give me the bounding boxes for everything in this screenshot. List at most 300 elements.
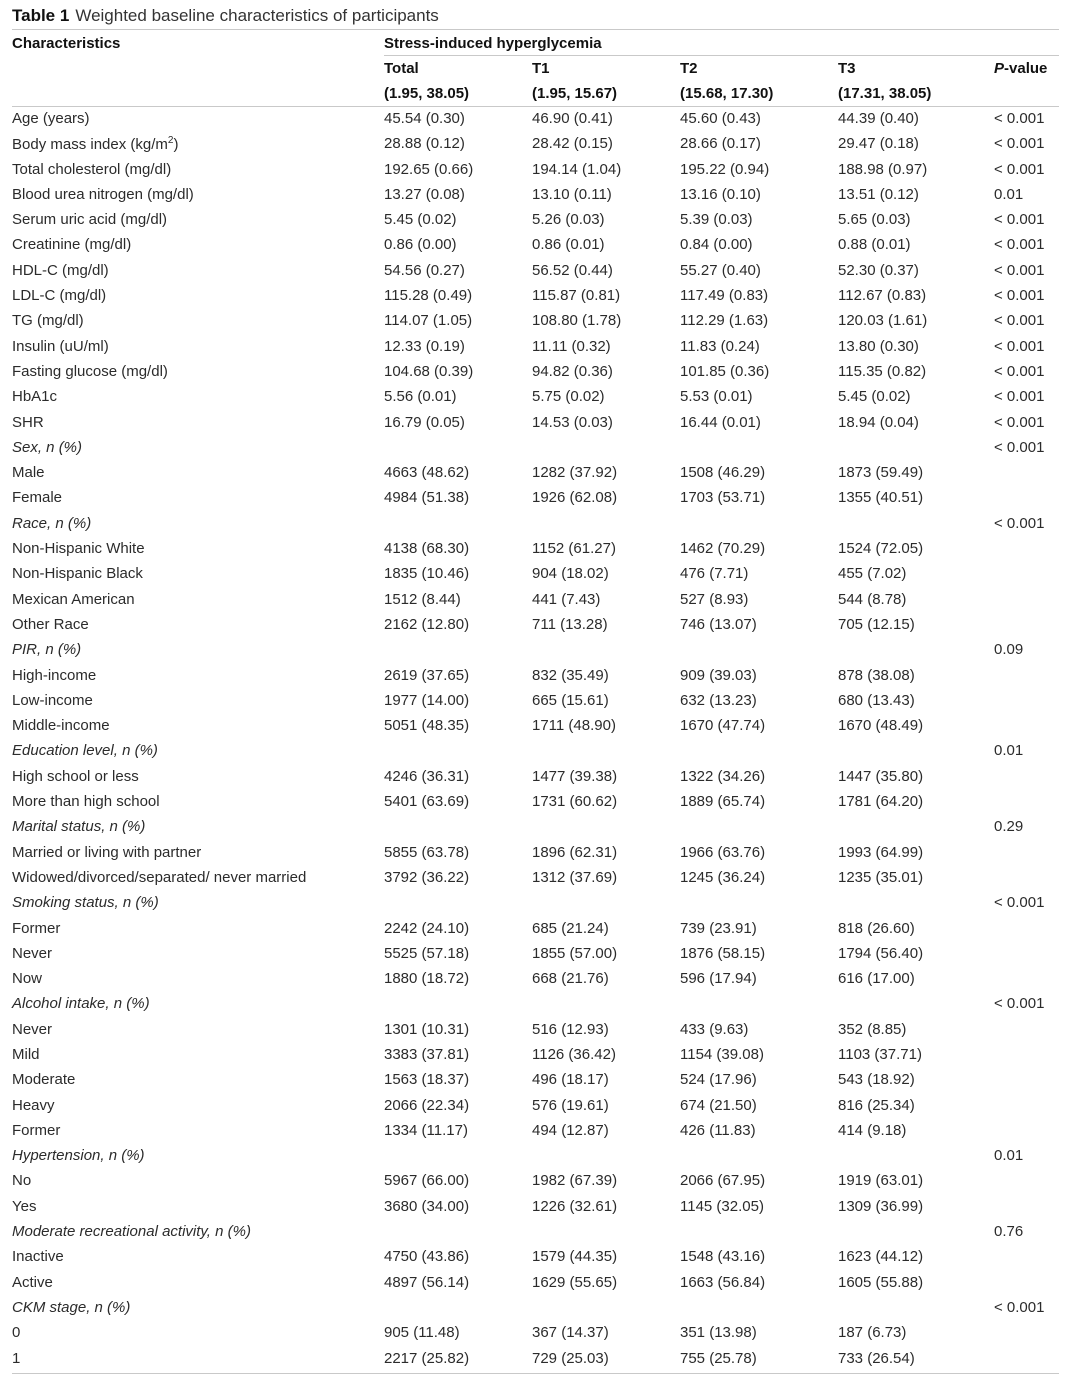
table-row <box>0 1195 1080 1220</box>
t3-cell: 0.88 (0.01) <box>838 236 911 254</box>
table-row <box>0 714 1080 739</box>
t1-cell: 1579 (44.35) <box>532 1248 618 1266</box>
section-row <box>0 638 1080 663</box>
row-label: Insulin (uU/ml) <box>12 337 109 355</box>
t3-cell: 1355 (40.51) <box>838 489 924 507</box>
t2-cell: 1154 (39.08) <box>680 1045 764 1063</box>
total-cell: 3680 (34.00) <box>384 1197 470 1215</box>
top-rule <box>12 29 1059 30</box>
row-label: Heavy <box>12 1096 55 1114</box>
t2-cell: 13.16 (0.10) <box>680 185 761 203</box>
t1-cell: 46.90 (0.41) <box>532 110 613 127</box>
table-row <box>0 360 1080 385</box>
t1-cell: 1312 (37.69) <box>532 868 618 886</box>
table-row <box>0 411 1080 436</box>
section-row <box>0 992 1080 1017</box>
t2-cell: 1670 (47.74) <box>680 717 766 735</box>
table-row <box>0 335 1080 360</box>
t2-cell: 2066 (67.95) <box>680 1172 766 1190</box>
table-row <box>0 917 1080 942</box>
t2-cell: 426 (11.83) <box>680 1121 756 1139</box>
header-range-t2: (15.68, 17.30) <box>680 85 774 102</box>
p-value-cell: < 0.001 <box>994 312 1045 330</box>
table-row <box>0 107 1080 132</box>
p-value-cell: 0.01 <box>994 185 1024 203</box>
p-value-cell: < 0.001 <box>994 236 1045 254</box>
t2-cell: 524 (17.96) <box>680 1071 757 1089</box>
table-row <box>0 942 1080 967</box>
row-label: HbA1c <box>12 388 58 406</box>
row-label: Inactive <box>12 1248 64 1266</box>
t1-cell: 516 (12.93) <box>532 1020 609 1038</box>
row-label: Sex, n (%) <box>12 438 83 456</box>
t2-cell: 739 (23.91) <box>680 919 757 937</box>
table-number: Table 1 <box>12 6 70 25</box>
t1-cell: 832 (35.49) <box>532 666 609 684</box>
row-label: TG (mg/dl) <box>12 312 84 330</box>
total-cell: 4897 (56.14) <box>384 1273 470 1291</box>
row-label: Active <box>12 1273 53 1291</box>
t2-cell: 909 (39.03) <box>680 666 757 684</box>
table-row <box>0 537 1080 562</box>
header-range-t1: (1.95, 15.67) <box>532 85 618 102</box>
t2-cell: 28.66 (0.17) <box>680 135 761 153</box>
table-row <box>0 461 1080 486</box>
t2-cell: 1245 (36.24) <box>680 868 766 886</box>
table-row <box>0 765 1080 790</box>
t3-cell: 705 (12.15) <box>838 615 915 633</box>
total-cell: 1512 (8.44) <box>384 590 461 608</box>
t1-cell: 108.80 (1.78) <box>532 312 622 330</box>
total-cell: 4138 (68.30) <box>384 540 470 558</box>
row-label: Moderate <box>12 1071 76 1089</box>
header-col-total: Total <box>384 60 419 77</box>
t1-cell: 1926 (62.08) <box>532 489 618 507</box>
t3-cell: 188.98 (0.97) <box>838 160 928 178</box>
t3-cell: 616 (17.00) <box>838 970 915 988</box>
total-cell: 5401 (63.69) <box>384 793 470 811</box>
t2-cell: 1548 (43.16) <box>680 1248 766 1266</box>
t3-cell: 1873 (59.49) <box>838 464 924 482</box>
total-cell: 4246 (36.31) <box>384 767 470 785</box>
t3-cell: 112.67 (0.83) <box>838 287 927 305</box>
row-label: Mexican American <box>12 590 135 608</box>
t2-cell: 1322 (34.26) <box>680 767 766 785</box>
t1-cell: 711 (13.28) <box>532 615 608 633</box>
p-value-cell: 0.09 <box>994 641 1024 659</box>
t1-cell: 115.87 (0.81) <box>532 287 621 305</box>
t1-cell: 441 (7.43) <box>532 590 601 608</box>
p-value-cell: < 0.001 <box>994 261 1045 279</box>
row-label: Non-Hispanic Black <box>12 565 143 583</box>
table-row <box>0 259 1080 284</box>
section-row <box>0 1220 1080 1245</box>
t3-cell: 733 (26.54) <box>838 1349 915 1367</box>
row-label: Moderate recreational activity, n (%) <box>12 1223 251 1241</box>
t2-cell: 195.22 (0.94) <box>680 160 770 178</box>
p-value-cell: < 0.001 <box>994 287 1045 305</box>
total-cell: 114.07 (1.05) <box>384 312 473 330</box>
table-row <box>0 866 1080 891</box>
t2-cell: 351 (13.98) <box>680 1324 757 1342</box>
t3-cell: 120.03 (1.61) <box>838 312 928 330</box>
row-label: Middle-income <box>12 717 110 735</box>
row-label: High-income <box>12 666 97 684</box>
row-label: Yes <box>12 1197 37 1215</box>
total-cell: 54.56 (0.27) <box>384 261 465 279</box>
row-label: Male <box>12 464 45 482</box>
row-label: Marital status, n (%) <box>12 818 146 836</box>
header-range-t3: (17.31, 38.05) <box>838 85 932 102</box>
p-value-cell: < 0.001 <box>994 894 1045 912</box>
t2-cell: 596 (17.94) <box>680 970 757 988</box>
t3-cell: 455 (7.02) <box>838 565 907 583</box>
row-label: Widowed/divorced/separated/ never married <box>12 868 307 886</box>
total-cell: 104.68 (0.39) <box>384 362 474 380</box>
p-italic: P <box>994 60 1005 77</box>
total-cell: 5855 (63.78) <box>384 843 470 861</box>
t3-cell: 13.80 (0.30) <box>838 337 919 355</box>
table-row <box>0 1347 1080 1372</box>
table-row <box>0 1169 1080 1194</box>
table-row <box>0 790 1080 815</box>
t1-cell: 5.75 (0.02) <box>532 388 605 406</box>
bottom-rule <box>12 1373 1059 1374</box>
header-group: Stress-induced hyperglycemia <box>384 35 602 52</box>
table-caption <box>12 6 439 26</box>
p-value-cell: < 0.001 <box>994 110 1045 127</box>
t2-cell: 674 (21.50) <box>680 1096 757 1114</box>
p-value-cell: < 0.001 <box>994 160 1045 178</box>
table-row <box>0 158 1080 183</box>
t1-cell: 14.53 (0.03) <box>532 413 613 431</box>
t2-cell: 1663 (56.84) <box>680 1273 766 1291</box>
total-cell: 16.79 (0.05) <box>384 413 465 431</box>
header-col-t2: T2 <box>680 60 698 77</box>
t3-cell: 44.39 (0.40) <box>838 110 919 127</box>
row-label: Serum uric acid (mg/dl) <box>12 211 168 229</box>
table-body <box>0 107 1080 1372</box>
t1-cell: 576 (19.61) <box>532 1096 609 1114</box>
total-cell: 3792 (36.22) <box>384 868 470 886</box>
t3-cell: 1794 (56.40) <box>838 944 924 962</box>
p-value-cell: < 0.001 <box>994 135 1045 153</box>
t1-cell: 668 (21.76) <box>532 970 609 988</box>
table-row <box>0 385 1080 410</box>
total-cell: 13.27 (0.08) <box>384 185 465 203</box>
row-label: Mild <box>12 1045 40 1063</box>
total-cell: 5967 (66.00) <box>384 1172 470 1190</box>
row-label: Hypertension, n (%) <box>12 1147 145 1165</box>
t2-cell: 5.39 (0.03) <box>680 211 753 229</box>
section-row <box>0 739 1080 764</box>
t3-cell: 543 (18.92) <box>838 1071 915 1089</box>
total-cell: 2242 (24.10) <box>384 919 470 937</box>
p-value-cell: < 0.001 <box>994 514 1045 532</box>
t3-cell: 1919 (63.01) <box>838 1172 924 1190</box>
row-label: No <box>12 1172 32 1190</box>
t3-cell: 13.51 (0.12) <box>838 185 919 203</box>
row-label: Race, n (%) <box>12 514 92 532</box>
t2-cell: 527 (8.93) <box>680 590 749 608</box>
total-cell: 2619 (37.65) <box>384 666 470 684</box>
t3-cell: 5.65 (0.03) <box>838 211 911 229</box>
t1-cell: 1896 (62.31) <box>532 843 618 861</box>
row-label: Alcohol intake, n (%) <box>12 995 150 1013</box>
t2-cell: 45.60 (0.43) <box>680 110 761 127</box>
table-row <box>0 1245 1080 1270</box>
t1-cell: 1629 (55.65) <box>532 1273 618 1291</box>
table-row <box>0 562 1080 587</box>
t3-cell: 187 (6.73) <box>838 1324 907 1342</box>
total-cell: 1334 (11.17) <box>384 1121 468 1139</box>
total-cell: 45.54 (0.30) <box>384 110 465 127</box>
table-row <box>0 841 1080 866</box>
section-row <box>0 436 1080 461</box>
t1-cell: 904 (18.02) <box>532 565 609 583</box>
t2-cell: 1966 (63.76) <box>680 843 766 861</box>
total-cell: 4663 (48.62) <box>384 464 470 482</box>
row-label: Now <box>12 970 43 988</box>
row-label: CKM stage, n (%) <box>12 1298 131 1316</box>
t1-cell: 94.82 (0.36) <box>532 362 613 380</box>
t2-cell: 101.85 (0.36) <box>680 362 770 380</box>
total-cell: 115.28 (0.49) <box>384 287 473 305</box>
table-row <box>0 1018 1080 1043</box>
t3-cell: 1309 (36.99) <box>838 1197 924 1215</box>
total-cell: 4750 (43.86) <box>384 1248 470 1266</box>
row-label: More than high school <box>12 793 160 811</box>
table-row <box>0 1043 1080 1068</box>
total-cell: 192.65 (0.66) <box>384 160 474 178</box>
p-value-cell: < 0.001 <box>994 413 1045 431</box>
t1-cell: 0.86 (0.01) <box>532 236 605 254</box>
total-cell: 0.86 (0.00) <box>384 236 457 254</box>
t1-cell: 1711 (48.90) <box>532 717 616 735</box>
t1-cell: 1477 (39.38) <box>532 767 618 785</box>
t2-cell: 1889 (65.74) <box>680 793 766 811</box>
section-row <box>0 1296 1080 1321</box>
t2-cell: 16.44 (0.01) <box>680 413 761 431</box>
t1-cell: 494 (12.87) <box>532 1121 609 1139</box>
total-cell: 1835 (10.46) <box>384 565 470 583</box>
table-row <box>0 689 1080 714</box>
t1-cell: 685 (21.24) <box>532 919 609 937</box>
total-cell: 1977 (14.00) <box>384 691 470 709</box>
t3-cell: 544 (8.78) <box>838 590 907 608</box>
t3-cell: 816 (25.34) <box>838 1096 915 1114</box>
row-label: 1 <box>12 1349 21 1367</box>
total-cell: 5.45 (0.02) <box>384 211 457 229</box>
table-row <box>0 967 1080 992</box>
t3-cell: 1103 (37.71) <box>838 1045 922 1063</box>
row-label: Other Race <box>12 615 89 633</box>
p-value-cell: 0.29 <box>994 818 1024 836</box>
t2-cell: 1703 (53.71) <box>680 489 766 507</box>
t3-cell: 18.94 (0.04) <box>838 413 919 431</box>
row-label: High school or less <box>12 767 139 785</box>
t3-cell: 115.35 (0.82) <box>838 362 927 380</box>
t1-cell: 665 (15.61) <box>532 691 609 709</box>
t2-cell: 1508 (46.29) <box>680 464 766 482</box>
t3-cell: 818 (26.60) <box>838 919 915 937</box>
t2-cell: 0.84 (0.00) <box>680 236 753 254</box>
total-cell: 5525 (57.18) <box>384 944 470 962</box>
total-cell: 1563 (18.37) <box>384 1071 470 1089</box>
header-col-pvalue <box>994 60 1047 77</box>
row-label: Never <box>12 944 53 962</box>
row-label: LDL-C (mg/dl) <box>12 287 107 305</box>
t2-cell: 755 (25.78) <box>680 1349 757 1367</box>
row-label: 0 <box>12 1324 21 1342</box>
header-characteristics: Characteristics <box>12 35 121 52</box>
t2-cell: 1145 (32.05) <box>680 1197 764 1215</box>
table-row <box>0 233 1080 258</box>
t2-cell: 5.53 (0.01) <box>680 388 753 406</box>
row-label: Female <box>12 489 63 507</box>
total-cell: 2066 (22.34) <box>384 1096 470 1114</box>
t2-cell: 1876 (58.15) <box>680 944 766 962</box>
table-row <box>0 1321 1080 1346</box>
header-col-t1: T1 <box>532 60 550 77</box>
row-label: Blood urea nitrogen (mg/dl) <box>12 185 194 203</box>
t3-cell: 1993 (64.99) <box>838 843 924 861</box>
t3-cell: 352 (8.85) <box>838 1020 907 1038</box>
p-value-cell: < 0.001 <box>994 995 1045 1013</box>
p-rest: -value <box>1004 60 1048 77</box>
p-value-cell: < 0.001 <box>994 438 1045 456</box>
table-row <box>0 1068 1080 1093</box>
t2-cell: 117.49 (0.83) <box>680 287 769 305</box>
t1-cell: 1226 (32.61) <box>532 1197 618 1215</box>
t3-cell: 414 (9.18) <box>838 1121 907 1139</box>
row-label: Total cholesterol (mg/dl) <box>12 160 172 178</box>
t2-cell: 55.27 (0.40) <box>680 261 761 279</box>
table-row <box>0 183 1080 208</box>
p-value-cell: < 0.001 <box>994 211 1045 229</box>
row-label: Former <box>12 1121 61 1139</box>
section-row <box>0 815 1080 840</box>
total-cell: 1880 (18.72) <box>384 970 470 988</box>
total-cell: 1301 (10.31) <box>384 1020 470 1038</box>
t3-cell: 878 (38.08) <box>838 666 915 684</box>
table-row <box>0 208 1080 233</box>
row-label: Creatinine (mg/dl) <box>12 236 132 254</box>
p-value-cell: < 0.001 <box>994 388 1045 406</box>
table-row <box>0 588 1080 613</box>
row-label: PIR, n (%) <box>12 641 82 659</box>
total-cell: 28.88 (0.12) <box>384 135 465 153</box>
row-label: Never <box>12 1020 53 1038</box>
p-value-cell: 0.01 <box>994 742 1024 760</box>
t1-cell: 729 (25.03) <box>532 1349 609 1367</box>
total-cell: 2162 (12.80) <box>384 615 470 633</box>
table-row <box>0 1094 1080 1119</box>
row-label: Former <box>12 919 61 937</box>
t1-cell: 13.10 (0.11) <box>532 185 612 203</box>
row-label: Low-income <box>12 691 93 709</box>
t3-cell: 1605 (55.88) <box>838 1273 924 1291</box>
table-row <box>0 132 1080 157</box>
superscript: 2 <box>167 135 174 147</box>
table-row <box>0 1119 1080 1144</box>
group-rule <box>384 55 1059 56</box>
t3-cell: 29.47 (0.18) <box>838 135 919 153</box>
p-value-cell: < 0.001 <box>994 1298 1045 1316</box>
t1-cell: 1152 (61.27) <box>532 540 616 558</box>
t2-cell: 112.29 (1.63) <box>680 312 769 330</box>
t3-cell: 52.30 (0.37) <box>838 261 919 279</box>
t3-cell: 1781 (64.20) <box>838 793 924 811</box>
total-cell: 2217 (25.82) <box>384 1349 470 1367</box>
total-cell: 4984 (51.38) <box>384 489 470 507</box>
row-label: SHR <box>12 413 44 431</box>
table-row <box>0 664 1080 689</box>
t2-cell: 746 (13.07) <box>680 615 757 633</box>
p-value-cell: < 0.001 <box>994 337 1045 355</box>
p-value-cell: < 0.001 <box>994 362 1045 380</box>
total-cell: 3383 (37.81) <box>384 1045 470 1063</box>
t3-cell: 5.45 (0.02) <box>838 388 911 406</box>
t1-cell: 194.14 (1.04) <box>532 160 622 178</box>
t3-cell: 1623 (44.12) <box>838 1248 924 1266</box>
t1-cell: 1126 (36.42) <box>532 1045 616 1063</box>
t1-cell: 1982 (67.39) <box>532 1172 618 1190</box>
section-row <box>0 891 1080 916</box>
table-row <box>0 613 1080 638</box>
t2-cell: 433 (9.63) <box>680 1020 749 1038</box>
t3-cell: 1524 (72.05) <box>838 540 924 558</box>
section-row <box>0 512 1080 537</box>
row-label: Age (years) <box>12 110 90 127</box>
row-label: Non-Hispanic White <box>12 540 145 558</box>
section-row <box>0 1144 1080 1169</box>
t1-cell: 5.26 (0.03) <box>532 211 605 229</box>
t1-cell: 28.42 (0.15) <box>532 135 613 153</box>
row-label: Fasting glucose (mg/dl) <box>12 362 168 380</box>
t3-cell: 1670 (48.49) <box>838 717 924 735</box>
t1-cell: 1731 (60.62) <box>532 793 618 811</box>
total-cell: 12.33 (0.19) <box>384 337 465 355</box>
table-title: Weighted baseline characteristics of participants <box>75 6 439 25</box>
row-label <box>12 135 178 153</box>
t1-cell: 496 (18.17) <box>532 1071 609 1089</box>
t1-cell: 1855 (57.00) <box>532 944 618 962</box>
t3-cell: 680 (13.43) <box>838 691 915 709</box>
p-value-cell: 0.01 <box>994 1147 1024 1165</box>
t1-cell: 1282 (37.92) <box>532 464 618 482</box>
table-row <box>0 486 1080 511</box>
t1-cell: 367 (14.37) <box>532 1324 609 1342</box>
table-row <box>0 309 1080 334</box>
table-row <box>0 1271 1080 1296</box>
t1-cell: 56.52 (0.44) <box>532 261 613 279</box>
row-label: Smoking status, n (%) <box>12 894 159 912</box>
t3-cell: 1447 (35.80) <box>838 767 924 785</box>
total-cell: 5051 (48.35) <box>384 717 470 735</box>
table-row <box>0 284 1080 309</box>
header-range-total: (1.95, 38.05) <box>384 85 470 102</box>
total-cell: 5.56 (0.01) <box>384 388 457 406</box>
t1-cell: 11.11 (0.32) <box>532 337 611 355</box>
t2-cell: 632 (13.23) <box>680 691 757 709</box>
row-label: HDL-C (mg/dl) <box>12 261 109 279</box>
label-text: Body mass index (kg/m <box>12 136 168 154</box>
total-cell: 905 (11.48) <box>384 1324 460 1342</box>
t3-cell: 1235 (35.01) <box>838 868 924 886</box>
t2-cell: 11.83 (0.24) <box>680 337 760 355</box>
row-label: Education level, n (%) <box>12 742 158 760</box>
